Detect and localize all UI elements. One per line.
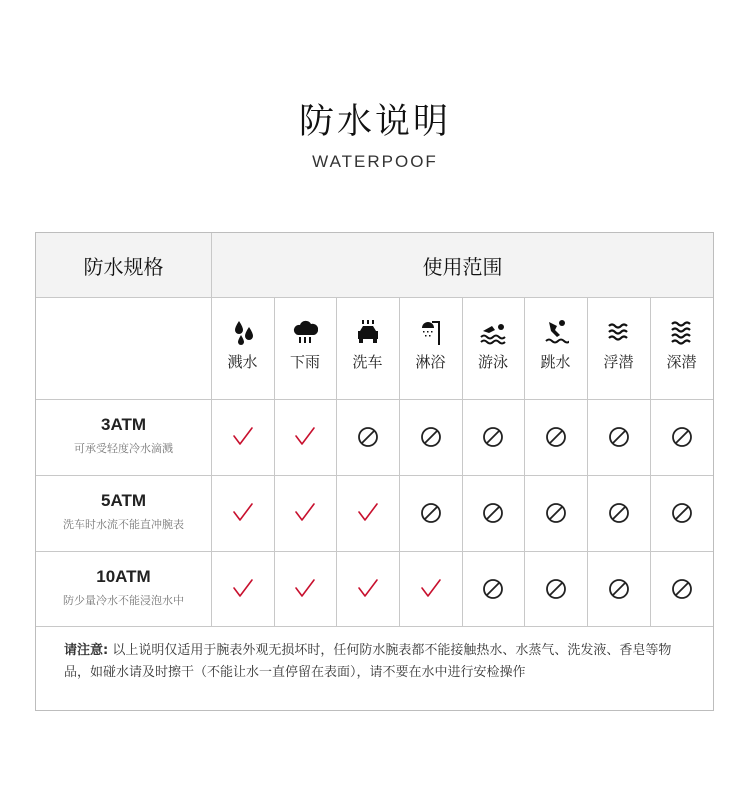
spec-name: 10ATM (96, 566, 151, 586)
row-divider (36, 551, 713, 552)
row-divider (36, 297, 713, 298)
activity-label: 深潜 (666, 353, 697, 371)
not-allowed-icon (462, 422, 524, 452)
not-allowed-icon (588, 422, 650, 452)
note-label: 请注意: (64, 643, 109, 658)
activity-8 (651, 319, 713, 372)
spec-desc: 防少量冷水不能浸泡水中 (63, 593, 184, 607)
spec-3atm (36, 415, 211, 456)
not-allowed-icon (525, 574, 587, 604)
check-icon (212, 422, 274, 452)
check-icon (274, 422, 336, 452)
activity-6 (525, 319, 587, 372)
swimmer-icon (480, 319, 506, 345)
activity-label: 溅水 (227, 353, 258, 371)
activity-4 (400, 319, 462, 372)
not-allowed-icon (651, 574, 713, 604)
spec-name: 5ATM (100, 491, 146, 510)
activity-7 (588, 319, 650, 372)
note-body: 以上说明仅适用于腕表外观无损坏时，任何防水腕表都不能接触热水、水蒸气、洗发液、香皂等物品，如碰水请及时擦干（不能让水一直停留在表面），请不要在水中进行安检操作 (64, 643, 672, 680)
check-icon (400, 574, 462, 604)
activity-label: 淋浴 (415, 353, 446, 371)
deep-waves-icon (669, 319, 695, 345)
spec-desc: 可承受轻度冷水滴溅 (74, 442, 173, 455)
not-allowed-icon (462, 574, 524, 604)
header-spec-label: 防水规格 (83, 254, 164, 279)
spec-10atm (36, 567, 211, 608)
check-icon (337, 498, 399, 528)
note-text (64, 640, 694, 684)
activity-3 (337, 319, 399, 372)
not-allowed-icon (525, 498, 587, 528)
row-divider (36, 475, 713, 476)
not-allowed-icon (400, 422, 462, 452)
activity-label: 游泳 (477, 353, 508, 371)
waterproof-table (35, 232, 714, 711)
rain-cloud-icon (292, 319, 318, 345)
not-allowed-icon (588, 498, 650, 528)
activity-label: 浮潜 (603, 353, 634, 371)
car-wash-icon (355, 319, 381, 345)
activity-5 (462, 319, 524, 372)
not-allowed-icon (525, 422, 587, 452)
not-allowed-icon (651, 498, 713, 528)
not-allowed-icon (462, 498, 524, 528)
not-allowed-icon (337, 422, 399, 452)
not-allowed-icon (588, 574, 650, 604)
not-allowed-icon (651, 422, 713, 452)
check-icon (337, 574, 399, 604)
activity-label: 下雨 (289, 353, 320, 371)
page-subtitle: WATERPOOF (312, 152, 438, 171)
header-usage-label: 使用范围 (422, 254, 503, 279)
activity-label: 跳水 (540, 353, 571, 371)
waves-icon (606, 319, 632, 345)
water-drops-icon (230, 319, 256, 345)
check-icon (212, 574, 274, 604)
activity-1 (212, 319, 274, 372)
row-divider (36, 626, 713, 627)
page-title: 防水说明 (298, 102, 451, 142)
shower-icon (418, 319, 444, 345)
diver-icon (543, 319, 569, 345)
check-icon (274, 498, 336, 528)
spec-name: 3ATM (100, 415, 146, 434)
not-allowed-icon (400, 498, 462, 528)
check-icon (212, 498, 274, 528)
header-spec (36, 233, 211, 297)
header-usage (212, 233, 713, 297)
activity-2 (274, 319, 336, 372)
spec-5atm (36, 491, 211, 532)
activity-label: 洗车 (352, 353, 383, 371)
check-icon (274, 574, 336, 604)
row-divider (36, 399, 713, 400)
spec-desc: 洗车时水流不能直冲腕表 (63, 518, 184, 531)
